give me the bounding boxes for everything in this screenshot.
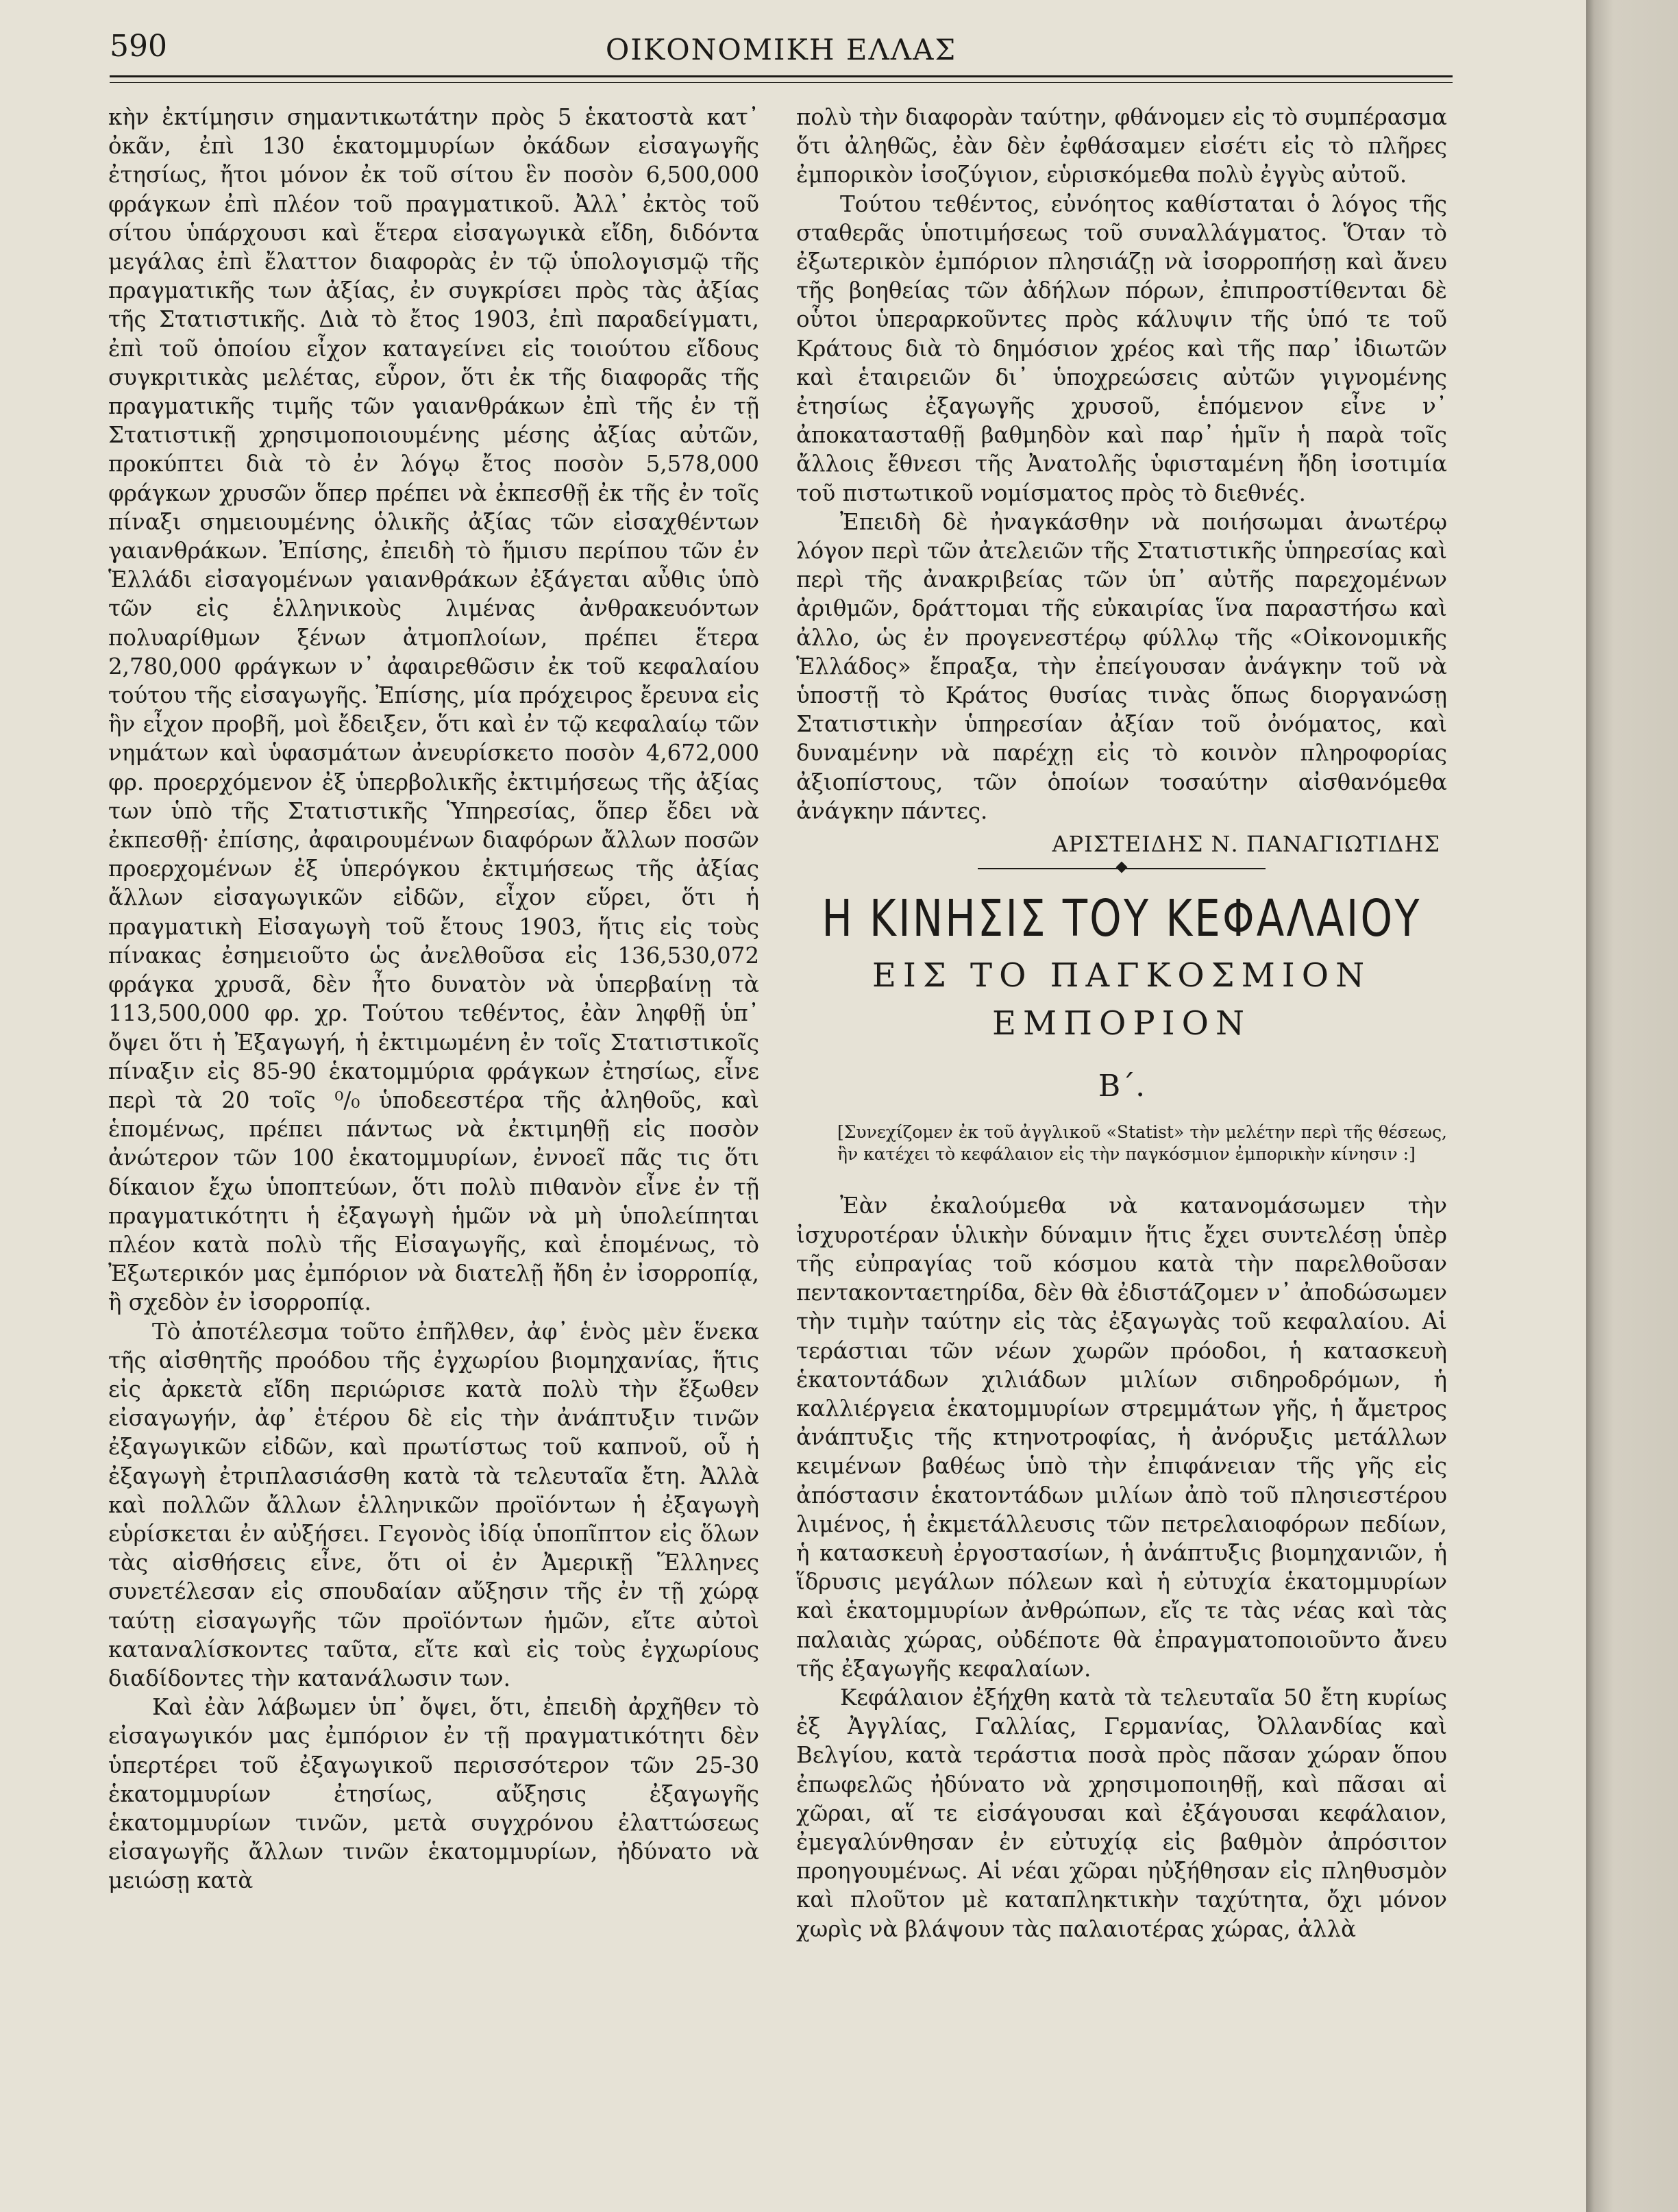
right-column [796, 103, 1447, 2185]
paragraph: Καὶ ἐὰν λάβωμεν ὑπ᾽ ὄψει, ὅτι, ἐπειδὴ ἀρχῆθεν τὸ εἰσαγωγικόν μας ἐμπόριον ἐν τῇ πραγματικότητι δὲν ὑπερτέρει τοῦ ἐξαγωγικοῦ περισσότερον τῶν 25-30 ἑκατομμυρίων ἐτησίως, αὔξησις ἐξαγωγῆς ἑκατομμυρίων τινῶν, μετὰ συγχρόνου ἐλαττώσεως εἰσαγωγῆς ἄλλων τινῶν ἑκατομμυρίων, ἠδύνατο νὰ μειώσῃ κατὰ [108, 1694, 759, 1894]
page-number: 590 [110, 29, 167, 64]
header-rule-thin [110, 82, 1453, 83]
paragraph: Τούτου τεθέντος, εὐνόητος καθίσταται ὁ λόγος τῆς σταθερᾶς ὑποτιμήσεως τοῦ συναλλάγματος. Ὅταν τὸ ἐξωτερικὸν ἐμπόριον πλησιάζῃ νὰ ἰσορροπήσῃ καὶ ἄνευ τῆς βοηθείας τῶν ἀδήλων πόρων, ἐπιπροστίθενται δὲ οὗτοι ὑπεραρκοῦντες πρὸς κάλυψιν τῆς ὑπό τε τοῦ Κράτους διὰ τὸ δημόσιον χρέος καὶ τῆς παρ᾽ ἰδιωτῶν καὶ ἑταιρειῶν δι᾽ ὑποχρεώσεις αὐτῶν γιγνομένης ἐτησίως ἐξαγωγῆς χρυσοῦ, ἑπόμενον εἶνε ν᾽ ἀποκατασταθῇ βαθμηδὸν καὶ παρ᾽ ἡμῖν ἡ παρὰ τοῖς ἄλλοις ἔθνεσι τῆς Ἀνατολῆς ὑφισταμένη ἤδη ἰσοτιμία τοῦ πιστωτικοῦ νομίσματος πρὸς τὸ διεθνές. [796, 190, 1447, 506]
article-subtitle: ΕΙΣ ΤΟ ΠΑΓΚΟΣΜΙΟΝ ΕΜΠΟΡΙΟΝ [872, 956, 1372, 1043]
article-title: Η ΚΙΝΗΣΙΣ ΤΟΥ ΚΕΦΑΛΑΙΟΥ [822, 889, 1422, 949]
divider-ornament [1116, 862, 1128, 873]
left-column [108, 103, 759, 2185]
page-edge [1586, 0, 1678, 2212]
header-rule [110, 75, 1453, 77]
section-divider [978, 868, 1266, 869]
page-header [110, 26, 1453, 74]
editor-note: [Συνεχίζομεν ἐκ τοῦ ἀγγλικοῦ «Statist» τὴν μελέτην περὶ τῆς θέσεως, ἣν κατέχει τὸ κεφάλαιον εἰς τὴν παγκόσμιον ἐμπορικὴν κίνησιν :] [837, 1122, 1447, 1165]
paragraph: Κεφάλαιον ἐξήχθη κατὰ τὰ τελευταῖα 50 ἔτη κυρίως ἐξ Ἀγγλίας, Γαλλίας, Γερμανίας, Ὀλλανδίας καὶ Βελγίου, κατὰ τεράστια ποσὰ πρὸς πᾶσαν χώραν ὅπου ἐπωφελῶς ἠδύνατο νὰ χρησιμοποιηθῇ, καὶ πᾶσαι αἱ χῶραι, αἵ τε εἰσάγουσαι καὶ ἐξάγουσαι κεφάλαιον, ἐμεγαλύνθησαν ἐν εὐτυχίᾳ εἰς βαθμὸν ἀπρόσιτον προηγουμένως. Αἱ νέαι χῶραι ηὐξήθησαν εἰς πληθυσμὸν καὶ πλοῦτον μὲ καταπληκτικὴν ταχύτητα, ὄχι μόνον χωρὶς νὰ βλάψουν τὰς παλαιοτέρας χώρας, ἀλλὰ [796, 1684, 1447, 1942]
part-number: Β΄. [1098, 1069, 1146, 1104]
paragraph: Ἐὰν ἐκαλούμεθα νὰ κατανομάσωμεν τὴν ἰσχυροτέραν ὑλικὴν δύναμιν ἥτις ἔχει συντελέσῃ ὑπὲρ τῆς εὐπραγίας τοῦ κόσμου κατὰ τὴν παρελθοῦσαν πεντακονταετηρίδα, δὲν θὰ ἐδιστάζομεν ν᾽ ἀποδώσωμεν τὴν τιμὴν ταύτην εἰς τὰς ἐξαγωγὰς τοῦ κεφαλαίου. Αἱ τεράστιαι τῶν νέων χωρῶν πρόοδοι, ἡ κατασκευὴ ἑκατοντάδων χιλιάδων μιλίων σιδηροδρόμων, ἡ καλλιέργεια ἑκατομμυρίων στρεμμάτων γῆς, ἡ ἄμετρος ἀνάπτυξις τῆς κτηνοτροφίας, ἡ ἀνόρυξις μετάλλων κειμένων βαθέως ὑπὸ τὴν ἐπιφάνειαν τῆς γῆς εἰς ἀπόστασιν ἑκατοντάδων μιλίων ἀπὸ τοῦ πλησιεστέρου λιμένος, ἡ ἐκμετάλλευσις τῶν πετρελαιοφόρων πεδίων, ἡ κατασκευὴ ἐργοστασίων, ἡ ἀνάπτυξις βιομηχανιῶν, ἡ ἵδρυσις μεγάλων πόλεων καὶ ἡ εὐτυχία ἑκατομμυρίων καὶ ἑκατομμυρίων ἀνθρώπων, εἴς τε τὰς νέας καὶ τὰς παλαιὰς χώρας, οὐδέποτε θὰ ἐπραγματοποιοῦντο ἄνευ τῆς ἐξαγωγῆς κεφαλαίων. [796, 1193, 1447, 1682]
paragraph: κὴν ἐκτίμησιν σημαντικωτάτην πρὸς 5 ἑκατοστὰ κατ᾽ ὀκᾶν, ἐπὶ 130 ἑκατομμυρίων ὀκάδων εἰσαγωγῆς ἐτησίως, ἤτοι μόνον ἐκ τοῦ σίτου ἓν ποσὸν 6,500,000 φράγκων ἐπὶ πλέον τοῦ πραγματικοῦ. Ἀλλ᾽ ἐκτὸς τοῦ σίτου ὑπάρχουσι καὶ ἕτερα εἰσαγωγικὰ εἴδη, διδόντα μεγάλας ἐπὶ ἔλαττον διαφορὰς ἐν τῷ ὑπολογισμῷ τῆς πραγματικῆς των ἀξίας, ἐν συγκρίσει πρὸς τὰς ἀξίας τῆς Στατιστικῆς. Διὰ τὸ ἔτος 1903, ἐπὶ παραδείγματι, ἐπὶ τοῦ ὁποίου εἶχον καταγείνει εἰς τοιούτου εἴδους συγκριτικὰς μελέτας, εὗρον, ὅτι ἐκ τῆς διαφορᾶς τῆς πραγματικῆς τιμῆς τῶν γαιανθράκων ἐπὶ τῆς ἐν τῇ Στατιστικῇ χρησιμοποιουμένης μέσης ἀξίας αὐτῶν, προκύπτει διὰ τὸ ἐν λόγῳ ἔτος ποσὸν 5,578,000 φράγκων χρυσῶν ὅπερ πρέπει νὰ ἐκπεσθῇ ἐκ τῆς ἐν τοῖς πίναξι σημειουμένης ὁλικῆς ἀξίας τῶν εἰσαχθέντων γαιανθράκων. Ἐπίσης, ἐπειδὴ τὸ ἥμισυ περίπου τῶν ἐν Ἑλλάδι εἰσαγομένων γαιανθράκων ἐξάγεται αὖθις ὑπὸ τῶν εἰς ἑλληνικοὺς λιμένας ἀνθρακευόντων πολυαρίθμων ξένων ἀτμοπλοίων, πρέπει ἕτερα 2,780,000 φράγκων ν᾽ ἀφαιρεθῶσιν ἐκ τοῦ κεφαλαίου τούτου τῆς εἰσαγωγῆς. Ἐπίσης, μία πρόχειρος ἔρευνα εἰς ἣν εἶχον προβῆ, μοὶ ἔδειξεν, ὅτι καὶ ἐν τῷ κεφαλαίῳ τῶν νημάτων καὶ ὑφασμάτων ἀνευρίσκετο ποσὸν 4,672,000 φρ. προερχόμενον ἐξ ὑπερβολικῆς ἐκτιμήσεως τῆς ἀξίας των ὑπὸ τῆς Στατιστικῆς Ὑπηρεσίας, ὅπερ ἔδει νὰ ἐκπεσθῇ· ἐπίσης, ἀφαιρουμένων διαφόρων ἄλλων ποσῶν προερχομένων ἐξ ὑπερόγκου ἐκτιμήσεως τῆς ἀξίας ἄλλων εἰσαγωγικῶν εἰδῶν, εἶχον εὕρει, ὅτι ἡ πραγματικὴ Εἰσαγωγὴ τοῦ ἔτους 1903, ἥτις εἰς τοὺς πίνακας ἐσημειοῦτο ὡς ἀνελθοῦσα εἰς 136,530,072 φράγκα χρυσᾶ, δὲν ἦτο δυνατὸν νὰ ὑπερβαίνῃ τὰ 113,500,000 φρ. χρ. Τούτου τεθέντος, ἐὰν ληφθῇ ὑπ᾽ ὄψει ὅτι ἡ Ἐξαγωγή, ἡ ἐκτιμωμένη ἐν τοῖς Στατιστικοῖς πίναξιν εἰς 85-90 ἑκατομμύρια φράγκων ἐτησίως, εἶνε περὶ τὰ 20 τοῖς ⁰/₀ ὑποδεεστέρα τῆς ἀληθοῦς, καὶ ἑπομένως, πρέπει πάντως νὰ ἐκτιμηθῇ εἰς ποσὸν ἀνώτερον τῶν 100 ἑκατομμυρίων, ἐννοεῖ πᾶς τις ὅτι δίκαιον ἔχω ὑποπτεύων, ὅτι πολὺ πιθανὸν εἶνε ἐν τῇ πραγματικότητι ἡ ἐξαγωγὴ ἡμῶν νὰ μὴ ὑπολείπηται πλέον κατὰ πολὺ τῆς Εἰσαγωγῆς, καὶ ἑπομένως, τὸ Ἐξωτερικόν μας ἐμπόριον νὰ διατελῇ ἤδη ἐν ἰσορροπίᾳ, ἢ σχεδὸν ἐν ἰσορροπίᾳ. [108, 104, 759, 1316]
running-title: ΟΙΚΟΝΟΜΙΚΗ ΕΛΛΑΣ [605, 33, 957, 66]
author-signature: ΑΡΙΣΤΕΙΔΗΣ Ν. ΠΑΝΑΓΙΩΤΙΔΗΣ [1052, 831, 1440, 858]
paragraph: πολὺ τὴν διαφορὰν ταύτην, φθάνομεν εἰς τὸ συμπέρασμα ὅτι ἀληθῶς, ἐὰν δὲν ἐφθάσαμεν εἰσέτι εἰς τὸ πλῆρες ἐμπορικὸν ἰσοζύγιον, εὑρισκόμεθα πολὺ ἐγγὺς αὐτοῦ. [796, 104, 1447, 188]
paragraph: Ἐπειδὴ δὲ ἠναγκάσθην νὰ ποιήσωμαι ἀνωτέρῳ λόγον περὶ τῶν ἀτελειῶν τῆς Στατιστικῆς ὑπηρεσίας καὶ περὶ τῆς ἀνακριβείας τῶν ὑπ᾽ αὐτῆς παρεχομένων ἀριθμῶν, δράττομαι τῆς εὐκαιρίας ἵνα παραστήσω καὶ ἀλλο, ὡς ἐν προγενεστέρῳ φύλλῳ τῆς «Οἰκονομικῆς Ἑλλάδος» ἔπραξα, τὴν ἐπείγουσαν ἀνάγκην τοῦ νὰ ὑποστῇ τὸ Κράτος θυσίας τινὰς ὅπως διοργανώσῃ Στατιστικὴν ὑπηρεσίαν ἀξίαν τοῦ ὀνόματος, καὶ δυναμένην νὰ παρέχῃ εἰς τὸ κοινὸν πληροφορίας ἀξιοπίστους, τῶν ὁποίων τοσαύτην αἰσθανόμεθα ἀνάγκην πάντες. [796, 508, 1447, 824]
paragraph: Τὸ ἀποτέλεσμα τοῦτο ἐπῆλθεν, ἀφ᾽ ἑνὸς μὲν ἕνεκα τῆς αἰσθητῆς προόδου τῆς ἐγχωρίου βιομηχανίας, ἥτις εἰς ἀρκετὰ εἴδη περιώρισε κατὰ πολὺ τὴν ἔξωθεν εἰσαγωγήν, ἀφ᾽ ἑτέρου δὲ εἰς τὴν ἀνάπτυξιν τινῶν ἐξαγωγικῶν εἰδῶν, καὶ πρωτίστως τοῦ καπνοῦ, οὗ ἡ ἐξαγωγὴ ἐτριπλασιάσθη κατὰ τὰ τελευταῖα ἔτη. Ἀλλὰ καὶ πολλῶν ἄλλων ἑλληνικῶν προϊόντων ἡ ἐξαγωγὴ εὑρίσκεται ἐν αὐξήσει. Γεγονὸς ἰδίᾳ ὑποπῖπτον εἰς ὅλων τὰς αἰσθήσεις εἶνε, ὅτι οἱ ἐν Ἀμερικῇ Ἕλληνες συνετέλεσαν εἰς σπουδαίαν αὔξησιν τῆς ἐν τῇ χώρᾳ ταύτῃ εἰσαγωγῆς τῶν προϊόντων ἡμῶν, εἴτε αὐτοὶ καταναλίσκοντες ταῦτα, εἴτε καὶ εἰς τοὺς ἐγχωρίους διαδίδοντες τὴν κατανάλωσιν των. [108, 1318, 759, 1691]
